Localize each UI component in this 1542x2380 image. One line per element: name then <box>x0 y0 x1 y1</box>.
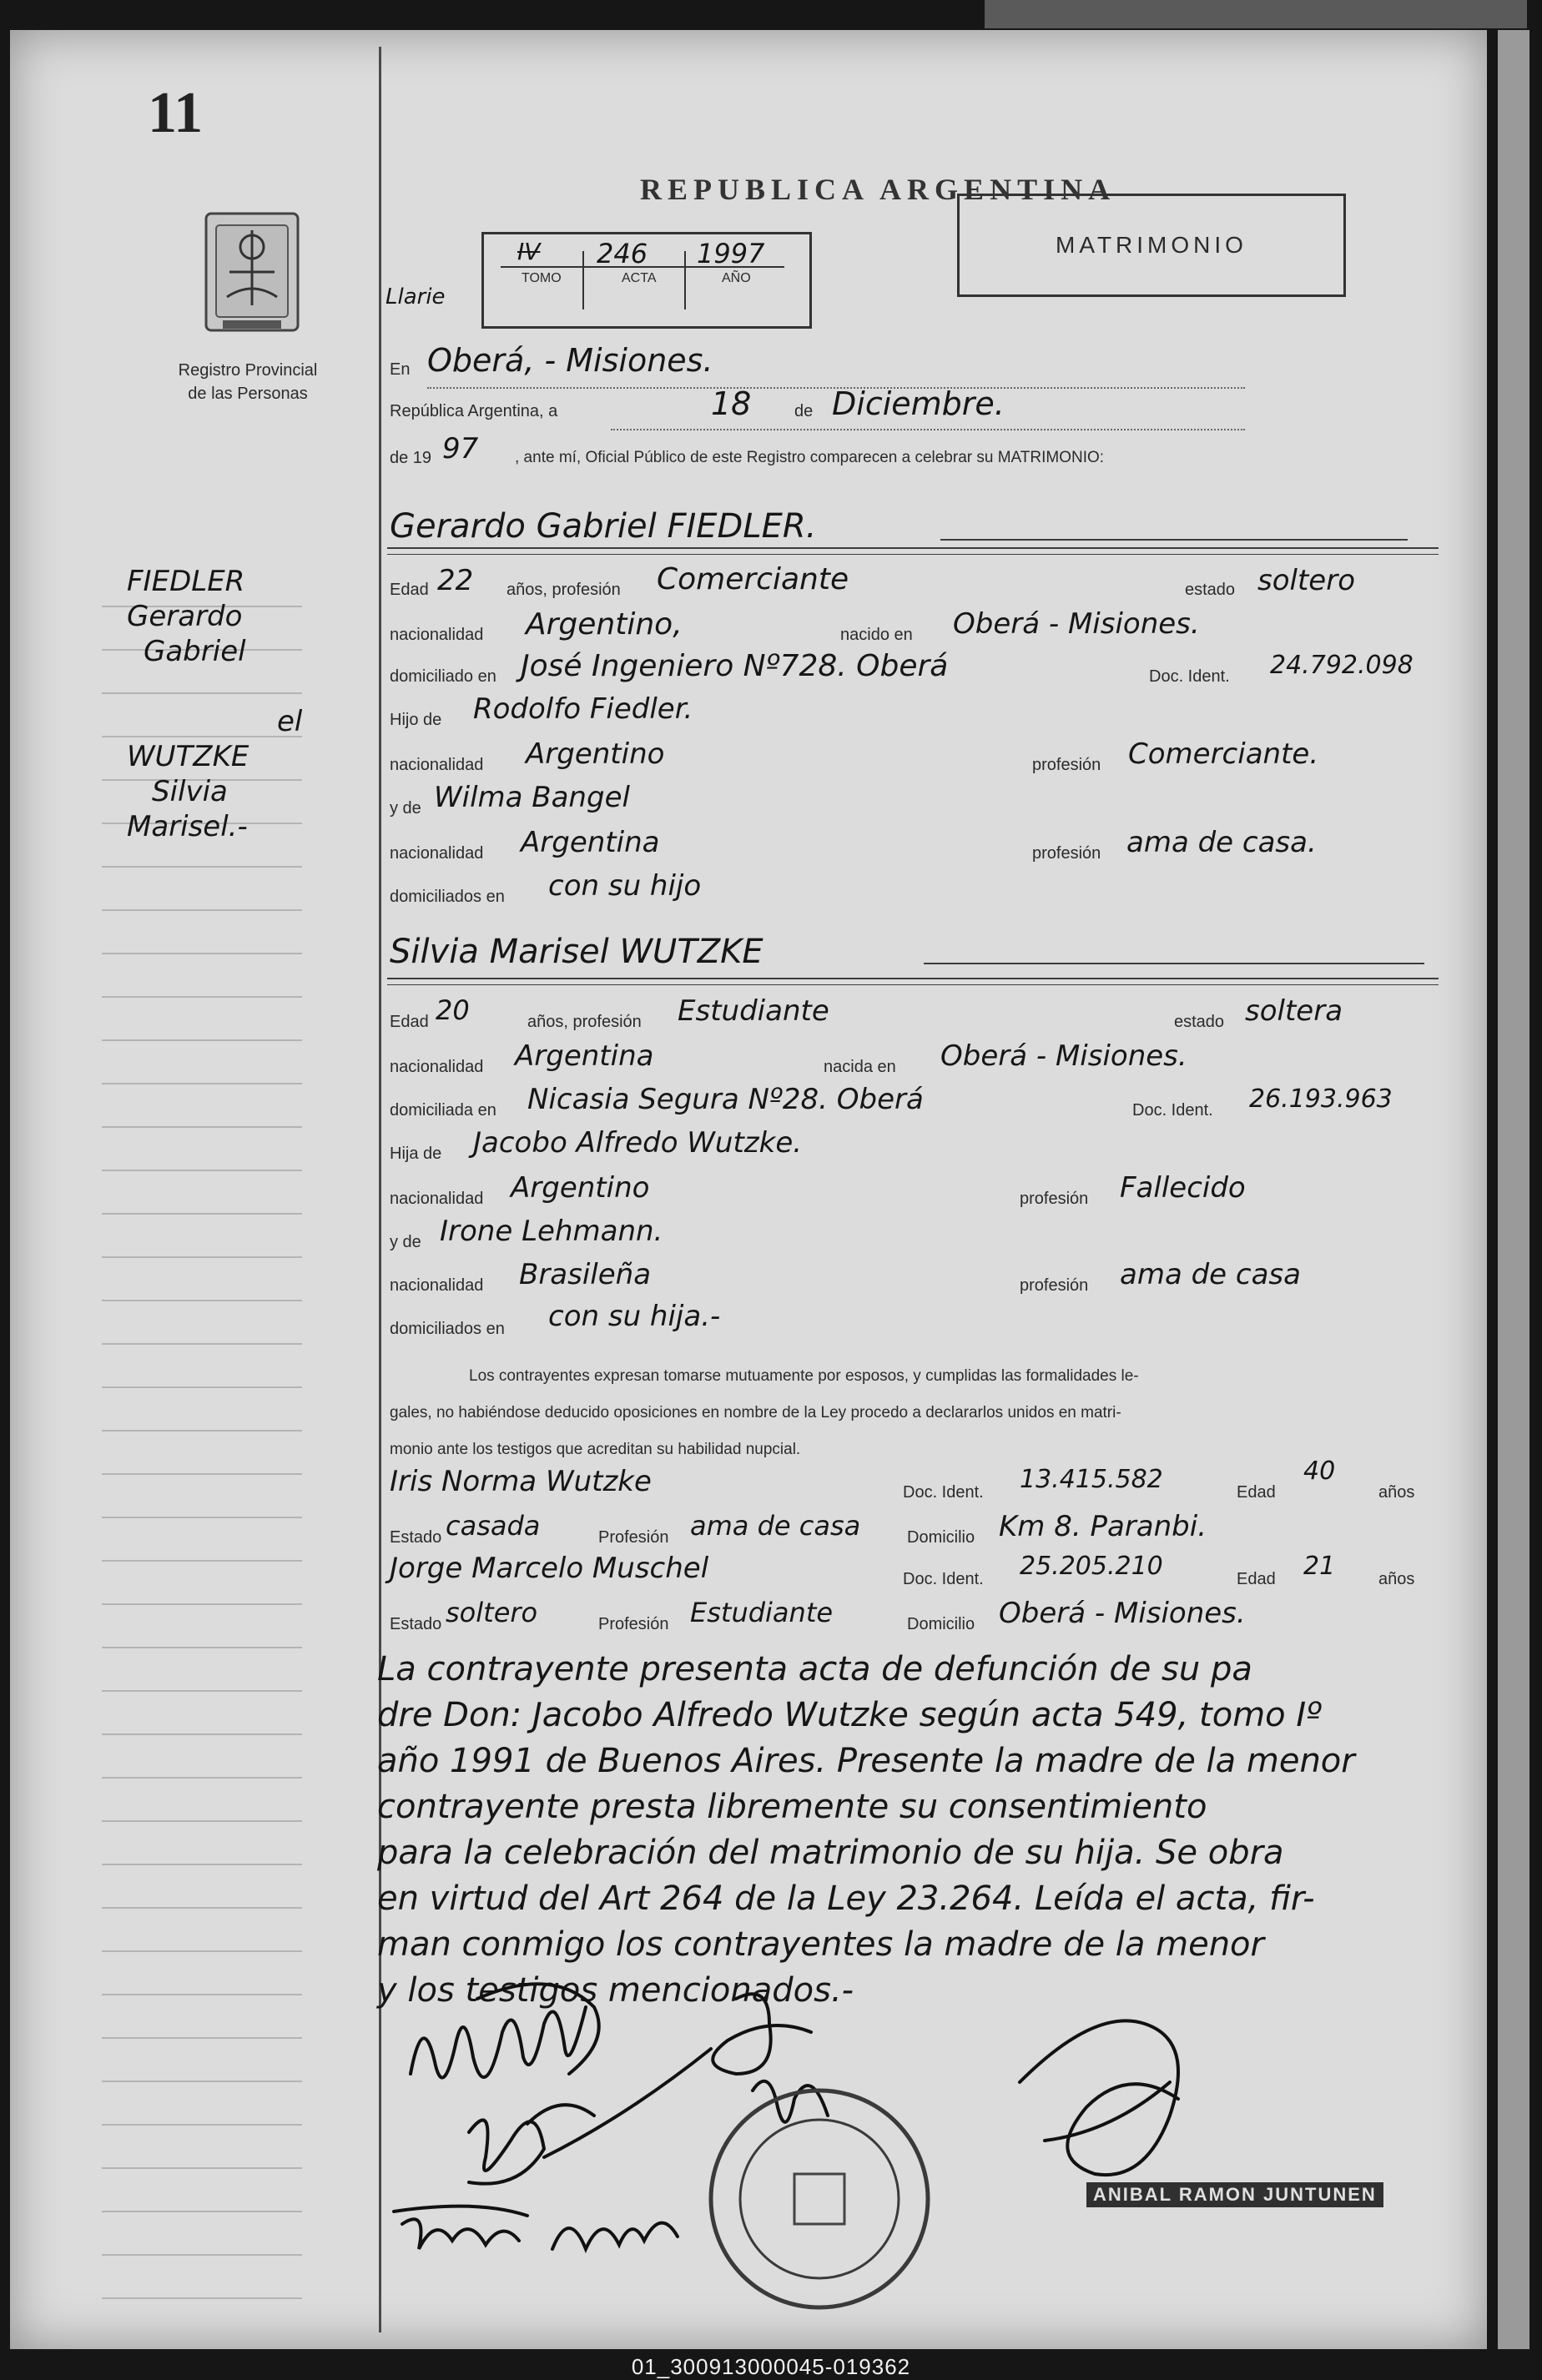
margin-rule <box>102 2254 302 2256</box>
margin-rule <box>102 1994 302 1995</box>
signature-irone-wutzke <box>394 2206 678 2249</box>
coat-of-arms-icon <box>189 197 315 347</box>
margin-rule <box>102 1907 302 1909</box>
witness-1-doc-label: Doc. Ident. <box>903 1483 984 1502</box>
margin-rule <box>102 1083 302 1084</box>
margin-rule <box>102 1126 302 1128</box>
witness-2-name: Jorge Marcelo Muschel <box>390 1552 709 1585</box>
margin-rule <box>102 953 302 954</box>
margin-rule <box>102 1256 302 1258</box>
witness-2-estado: soltero <box>446 1597 538 1628</box>
witness-1-anos-label: años <box>1378 1483 1415 1502</box>
bride-nationality: Argentina <box>515 1039 654 1073</box>
bride-doc-label: Doc. Ident. <box>1132 1101 1213 1120</box>
witness-2-address: Oberá - Misiones. <box>999 1597 1246 1630</box>
notes-line-8: y los testigos mencionados.- <box>377 1971 854 2010</box>
tomo-value: IV <box>517 238 541 265</box>
witness-2-dom-label: Domicilio <box>907 1615 975 1633</box>
groom-mother-profession: ama de casa. <box>1126 826 1317 859</box>
margin-rule <box>102 2297 302 2299</box>
bride-age: 20 <box>436 994 470 1026</box>
groom-parents-dom-label: domiciliados en <box>390 888 505 906</box>
groom-estado-label: estado <box>1185 581 1236 599</box>
margin-rule <box>102 2167 302 2169</box>
witness-1-prof-label: Profesión <box>598 1528 669 1547</box>
groom-doc: 24.792.098 <box>1270 651 1414 680</box>
margin-name-7: Marisel.- <box>127 810 248 843</box>
margin-rule <box>102 1343 302 1345</box>
margin-name-2: Gerardo <box>127 600 243 633</box>
bride-nat-label: nacionalidad <box>390 1058 484 1076</box>
month: Diciembre. <box>832 385 1005 422</box>
registry-line-1: Registro Provincial <box>178 361 318 380</box>
groom-hijo-label: Hijo de <box>390 711 442 729</box>
bride-mother-nationality: Brasileña <box>519 1258 652 1291</box>
bride-father-profession: Fallecido <box>1120 1171 1246 1205</box>
bride-address: Nicasia Segura Nº28. Oberá <box>527 1083 924 1116</box>
signature-wutzke <box>411 1984 599 2077</box>
bride-hija-label: Hija de <box>390 1145 442 1163</box>
en-label: En <box>390 360 411 379</box>
witness-1-doc: 13.415.582 <box>1020 1465 1163 1494</box>
witness-2-doc-label: Doc. Ident. <box>903 1570 984 1588</box>
acta-label: ACTA <box>622 271 657 285</box>
groom-nat-label: nacionalidad <box>390 626 484 644</box>
groom-mother-nationality: Argentina <box>521 826 660 859</box>
groom-nationality: Argentino, <box>526 607 683 642</box>
groom-father-profession: Comerciante. <box>1128 737 1319 771</box>
act-type: MATRIMONIO <box>1056 232 1247 258</box>
registry-line-2: de las Personas <box>188 385 308 403</box>
official-seal <box>711 2091 928 2307</box>
act-type-box <box>957 194 1346 297</box>
margin-rule <box>102 1560 302 1562</box>
signature-muschel <box>544 1994 828 2157</box>
margin-rule <box>102 996 302 998</box>
witness-2-profession: Estudiante <box>690 1597 834 1628</box>
margin-rule <box>102 2124 302 2126</box>
bride-mother-profession: ama de casa <box>1120 1258 1301 1291</box>
witness-1-address: Km 8. Paranbi. <box>999 1510 1207 1543</box>
bride-father-prof-label: profesión <box>1020 1190 1089 1208</box>
groom-father: Rodolfo Fiedler. <box>473 692 693 726</box>
witness-2-prof-label: Profesión <box>598 1615 669 1633</box>
bride-dom-label: domiciliada en <box>390 1101 496 1120</box>
margin-rule <box>102 1170 302 1171</box>
margin-name-3: Gabriel <box>144 635 246 668</box>
place: Oberá, - Misiones. <box>427 342 713 379</box>
groom-address: José Ingeniero Nº728. Oberá <box>521 649 949 683</box>
witness-1-age: 40 <box>1303 1457 1336 1486</box>
groom-dom-label: domiciliado en <box>390 667 496 686</box>
official-stamp: ANIBAL RAMON JUNTUNEN <box>1086 2182 1383 2207</box>
declaration-line-3: monio ante los testigos que acreditan su habilidad nupcial. <box>390 1441 801 1458</box>
year-suffix: 97 <box>442 432 479 465</box>
bride-edad-label: Edad <box>390 1013 429 1031</box>
margin-rule <box>102 1473 302 1475</box>
margin-rule <box>102 1950 302 1952</box>
groom-father-nat-label: nacionalidad <box>390 756 484 774</box>
bride-profession: Estudiante <box>678 994 829 1028</box>
witness-2-age: 21 <box>1303 1552 1336 1581</box>
bride-civil-state: soltera <box>1245 994 1343 1028</box>
bride-mother-prof-label: profesión <box>1020 1276 1089 1295</box>
bride-father: Jacobo Alfredo Wutzke. <box>473 1126 803 1160</box>
bride-father-nat-label: nacionalidad <box>390 1190 484 1208</box>
witness-1-name: Iris Norma Wutzke <box>390 1465 652 1498</box>
signatures-area <box>377 1974 1462 2332</box>
margin-rule <box>102 1603 302 1605</box>
margin-rule <box>102 1864 302 1865</box>
bride-estado-label: estado <box>1174 1013 1225 1031</box>
margin-rule <box>102 1039 302 1041</box>
notes-line-1: La contrayente presenta acta de defunción de su pa <box>377 1650 1252 1688</box>
declaration <box>390 1358 1441 1468</box>
year-prefix: de 19 <box>390 449 432 467</box>
republica-label: República Argentina, a <box>390 402 558 420</box>
day: 18 <box>711 385 752 422</box>
groom-doc-label: Doc. Ident. <box>1149 667 1230 686</box>
groom-prof-label: años, profesión <box>506 581 621 599</box>
signature-official <box>1020 2020 1178 2175</box>
margin-rule <box>102 2037 302 2039</box>
notes-line-4: contrayente presta libremente su consentimiento <box>377 1788 1207 1826</box>
notes-line-5: para la celebración del matrimonio de su hija. Se obra <box>377 1834 1284 1872</box>
notes-line-7: man conmigo los contrayentes la madre de la menor <box>377 1925 1264 1964</box>
groom-age: 22 <box>437 564 474 597</box>
margin-name-5: WUTZKE <box>127 740 249 773</box>
bride-mother: Irone Lehmann. <box>440 1215 663 1248</box>
bride-prof-label: años, profesión <box>527 1013 642 1031</box>
image-id: 01_300913000045-019362 <box>631 2354 911 2379</box>
binding-shadow <box>985 0 1527 28</box>
margin-names <box>127 564 302 844</box>
country-title: REPUBLICA ARGENTINA <box>640 173 1116 206</box>
registry-name <box>148 359 348 405</box>
groom-mother-nat-label: nacionalidad <box>390 844 484 863</box>
de-label: de <box>794 402 814 420</box>
bride-parents-address: con su hija.- <box>548 1300 721 1333</box>
witness-1-estado-label: Estado <box>390 1528 442 1547</box>
margin-rule <box>102 1300 302 1301</box>
groom-parents-address: con su hijo <box>548 869 702 903</box>
margin-name-6: Silvia <box>152 775 228 808</box>
witness-2-doc: 25.205.210 <box>1020 1552 1163 1581</box>
bride-father-nationality: Argentino <box>511 1171 650 1205</box>
margin-rule <box>102 1647 302 1648</box>
margin-rule <box>102 1777 302 1779</box>
witness-2-estado-label: Estado <box>390 1615 442 1633</box>
witness-2-anos-label: años <box>1378 1570 1415 1588</box>
margin-rule <box>102 1386 302 1388</box>
declaration-line-2: gales, no habiéndose deducido oposiciones en nombre de la Ley procedo a declararlos unidos en matri- <box>390 1404 1121 1421</box>
signature-fiedler <box>469 2105 594 2184</box>
groom-mother-prof-label: profesión <box>1032 844 1101 863</box>
notes-line-2: dre Don: Jacobo Alfredo Wutzke según acta 549, tomo Iº <box>377 1696 1322 1734</box>
groom-nacido-label: nacido en <box>840 626 913 644</box>
margin-rule <box>102 1213 302 1215</box>
ano-value: 1997 <box>697 238 765 269</box>
groom-father-nationality: Argentino <box>526 737 665 771</box>
witness-2-edad-label: Edad <box>1237 1570 1276 1588</box>
margin-name-1: FIEDLER <box>127 565 245 598</box>
margin-mark: Llarie <box>386 284 446 309</box>
certificate-page <box>10 30 1487 2349</box>
witness-1-estado: casada <box>446 1510 541 1542</box>
witness-1-dom-label: Domicilio <box>907 1528 975 1547</box>
groom-profession: Comerciante <box>657 562 849 596</box>
page-edge <box>1498 30 1529 2349</box>
margin-rule <box>102 1430 302 1432</box>
notes-line-3: año 1991 de Buenos Aires. Presente la madre de la menor <box>377 1742 1355 1780</box>
ano-label: AÑO <box>722 271 751 285</box>
groom-civil-state: soltero <box>1257 564 1355 597</box>
groom-birthplace: Oberá - Misiones. <box>953 607 1200 641</box>
margin-rule <box>102 1733 302 1735</box>
groom-yde-label: y de <box>390 799 421 818</box>
groom-father-prof-label: profesión <box>1032 756 1101 774</box>
margin-rule <box>102 2211 302 2212</box>
margin-name-4: el <box>277 705 303 738</box>
bride-yde-label: y de <box>390 1233 421 1251</box>
bride-birthplace: Oberá - Misiones. <box>940 1039 1187 1073</box>
witness-1-profession: ama de casa <box>690 1510 861 1542</box>
ante-text: , ante mí, Oficial Público de este Registro comparecen a celebrar su MATRIMONIO: <box>515 449 1105 466</box>
notes <box>377 1647 1355 2014</box>
margin-rule <box>102 866 302 868</box>
margin-rule <box>102 1517 302 1518</box>
notes-line-6: en virtud del Art 264 de la Ley 23.264. Leída el acta, fir- <box>377 1879 1315 1918</box>
margin-rule <box>102 1690 302 1692</box>
bride-doc: 26.193.963 <box>1249 1084 1393 1114</box>
bride-mother-nat-label: nacionalidad <box>390 1276 484 1295</box>
margin-rule <box>102 909 302 911</box>
bride-parents-dom-label: domiciliados en <box>390 1320 505 1338</box>
page-number: 11 <box>148 81 204 145</box>
record-box <box>481 232 812 329</box>
bride-nacida-label: nacida en <box>824 1058 896 1076</box>
margin-rule <box>102 2081 302 2082</box>
groom-edad-label: Edad <box>390 581 429 599</box>
margin-rule <box>102 1820 302 1822</box>
declaration-line-1: Los contrayentes expresan tomarse mutuamente por esposos, y cumplidas las formalidades le- <box>469 1367 1139 1385</box>
bride-name: Silvia Marisel WUTZKE <box>390 933 763 971</box>
witness-1-edad-label: Edad <box>1237 1483 1276 1502</box>
groom-mother: Wilma Bangel <box>434 781 630 814</box>
tomo-label: TOMO <box>522 271 562 285</box>
acta-value: 246 <box>597 238 648 269</box>
groom-name: Gerardo Gabriel FIEDLER. <box>390 507 817 546</box>
